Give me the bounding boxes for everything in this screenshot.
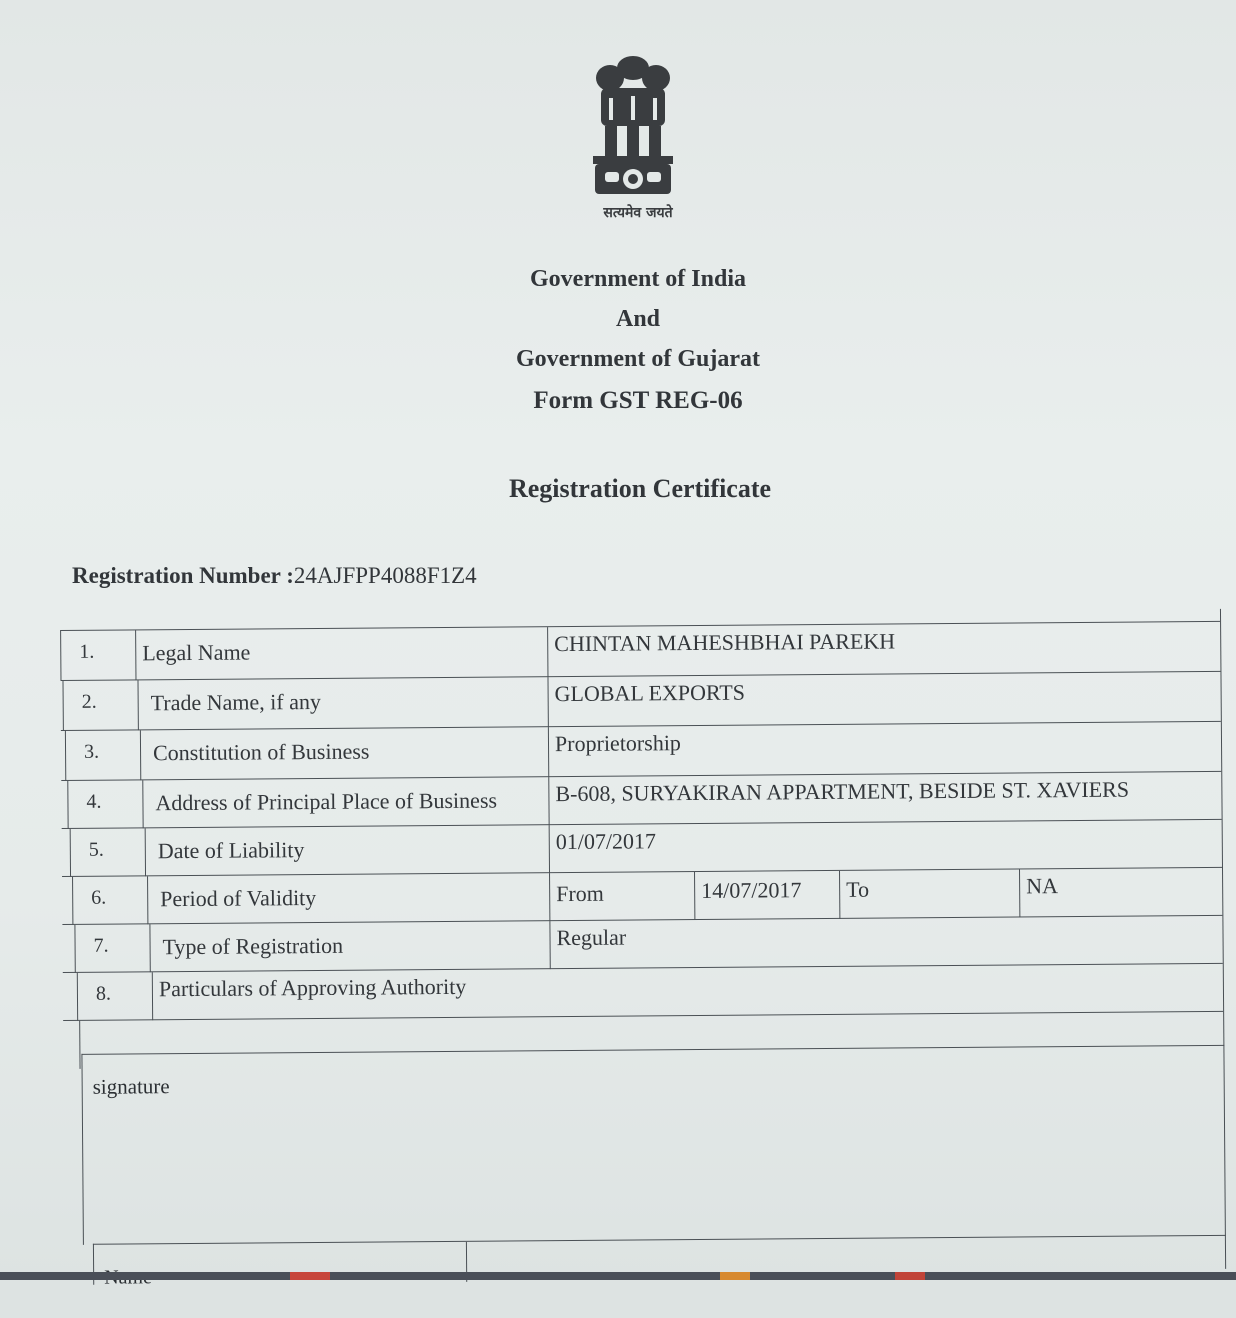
validity-from-value-cell: 14/07/2017 <box>694 871 840 920</box>
row-value-cell: CHINTAN MAHESHBHAI PAREKH <box>547 622 1221 677</box>
row-value-cell: B-608, SURYAKIRAN APPARTMENT, BESIDE ST. XAVIERS <box>548 772 1222 825</box>
taskbar-app-icon[interactable] <box>720 1272 750 1280</box>
row-label-cell: Address of Principal Place of Business <box>142 777 549 828</box>
row-label-cell: Constitution of Business <box>140 727 549 780</box>
header-government-gujarat: Government of Gujarat <box>516 346 760 372</box>
emblem-motto: सत्यमेव जयते <box>603 205 673 221</box>
row-number-cell: 7. <box>74 924 150 973</box>
row-number-cell: 2. <box>62 680 138 731</box>
validity-to-label-cell: To <box>839 869 1020 918</box>
row-label-cell: Trade Name, if any <box>137 677 548 730</box>
row-number-cell: 3. <box>65 730 141 781</box>
registration-number <box>72 563 477 589</box>
header-and: And <box>615 306 661 332</box>
registration-number-label: Registration Number : <box>72 563 294 588</box>
row-label-cell: Period of Validity <box>147 873 550 924</box>
signature-label: signature <box>92 1074 170 1099</box>
registration-details-table <box>60 609 1225 1318</box>
row-number-cell: 8. <box>77 972 153 1021</box>
taskbar[interactable] <box>0 1272 1236 1280</box>
row-value-cell: 01/07/2017 <box>549 820 1223 873</box>
national-emblem-icon <box>583 50 683 200</box>
signature-box <box>81 1045 1225 1245</box>
row-number-cell: 4. <box>67 780 143 829</box>
validity-from-label-cell: From <box>549 872 695 921</box>
row-value-cell: GLOBAL EXPORTS <box>547 672 1221 727</box>
row-label-cell: Date of Liability <box>145 825 550 876</box>
taskbar-app-icon[interactable] <box>895 1272 925 1280</box>
row-number-cell: 5. <box>70 828 146 877</box>
approving-authority-label-cell: Particulars of Approving Authority <box>152 964 1224 1020</box>
validity-to-value-cell: NA <box>1019 868 1223 918</box>
row-value-cell: Proprietorship <box>548 722 1222 777</box>
header-form-name: Form GST REG-06 <box>533 387 743 414</box>
row-number-cell: 6. <box>72 876 148 925</box>
row-value-cell: Regular <box>549 916 1223 969</box>
taskbar-app-icon[interactable] <box>290 1272 330 1280</box>
certificate-title: Registration Certificate <box>508 474 772 503</box>
row-number-cell: 1. <box>60 630 136 681</box>
row-label-cell: Type of Registration <box>149 921 550 972</box>
registration-number-value: 24AJFPP4088F1Z4 <box>293 563 477 588</box>
header-government-india: Government of India <box>530 266 746 292</box>
row-label-cell: Legal Name <box>135 627 548 680</box>
